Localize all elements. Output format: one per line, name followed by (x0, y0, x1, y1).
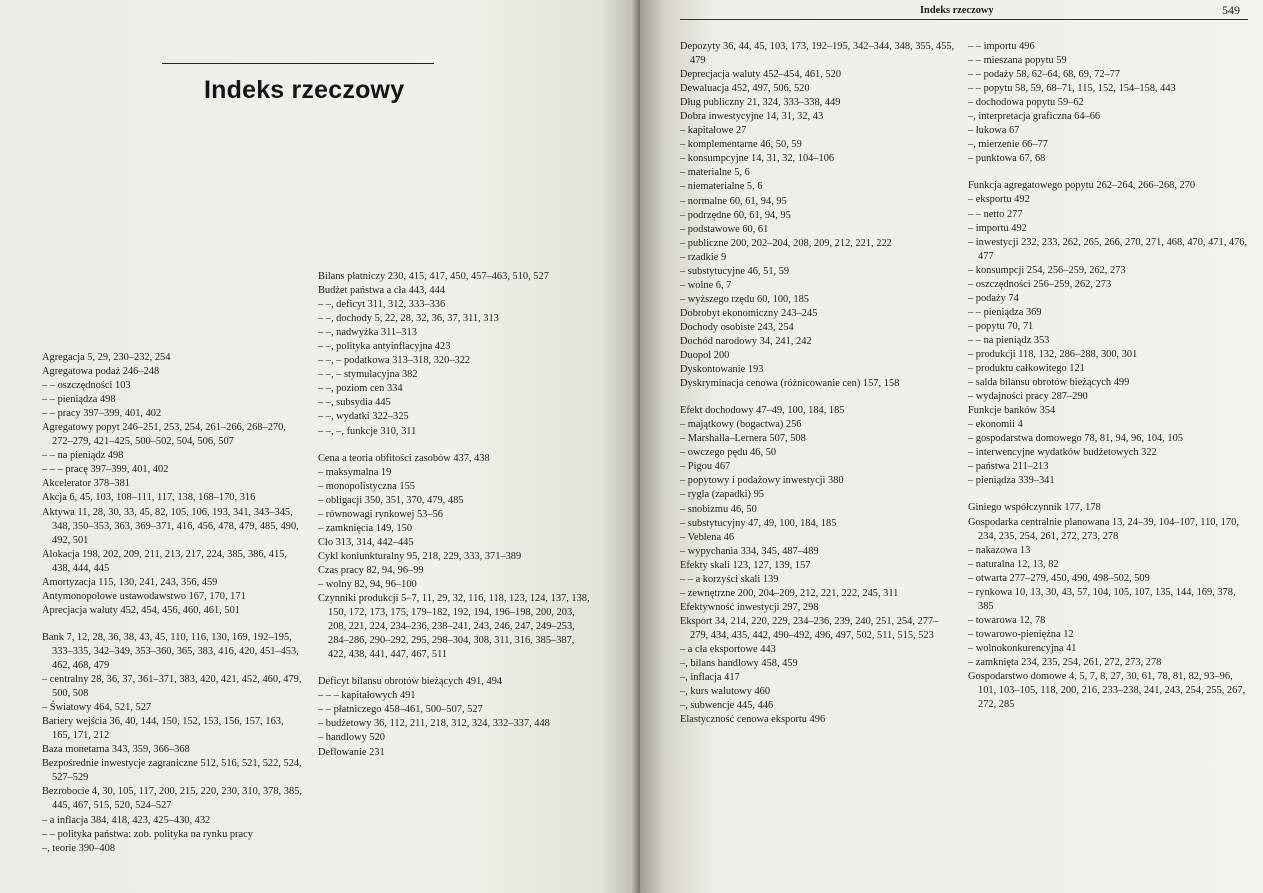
index-entry: – materialne 5, 6 (680, 167, 750, 179)
index-entry: –, mierzenie 66–77 (968, 139, 1048, 151)
index-entry: Efektywność inwestycji 297, 298 (680, 601, 819, 613)
index-entry: Cykl koniunkturalny 95, 218, 229, 333, 371–389 (318, 550, 522, 562)
index-entry: – wyższego rzędu 60, 100, 185 (680, 293, 809, 305)
index-entry: – maksymalna 19 (318, 466, 392, 478)
index-entry: – normalne 60, 61, 94, 95 (680, 195, 787, 207)
index-entry: Eksport 34, 214, 220, 229, 234–236, 239, 240, 251, 254, 277–279, 434, 435, 442, 490–492, 496, 497, 502, 511, 515, 523 (680, 615, 939, 641)
index-entry: – pieniądza 339–341 (968, 475, 1055, 487)
index-entry: – – pracy 397–399, 401, 402 (42, 408, 162, 420)
right-column-1 (680, 40, 956, 727)
right-column-2 (968, 40, 1248, 712)
index-entry: Funkcja agregatowego popytu 262–264, 266–268, 270 (968, 180, 1196, 192)
index-entry: – –, –, funkcje 310, 311 (318, 425, 417, 437)
left-column-1 (42, 351, 304, 856)
index-entry: – – podaży 58, 62–64, 68, 69, 72–77 (968, 69, 1121, 81)
index-entry: Bariery wejścia 36, 40, 144, 150, 152, 153, 156, 157, 163, 165, 171, 212 (42, 716, 284, 742)
index-entry: – łukowa 67 (968, 125, 1020, 137)
index-entry: – produktu całkowitego 121 (968, 363, 1085, 375)
index-entry: Giniego współczynnik 177, 178 (968, 502, 1101, 514)
index-entry: Elastyczność cenowa eksportu 496 (680, 714, 826, 726)
index-entry: – Światowy 464, 521, 527 (42, 702, 152, 714)
index-entry: – towarowo-pieniężna 12 (968, 628, 1074, 640)
index-entry: – niematerialne 5, 6 (680, 181, 763, 193)
index-entry: Dewaluacja 452, 497, 506, 520 (680, 83, 810, 95)
index-entry: – eksportu 492 (968, 194, 1030, 206)
index-entry: Dochód narodowy 34, 241, 242 (680, 335, 812, 347)
index-entry: Bezpośrednie inwestycje zagraniczne 512, 516, 521, 522, 524, 527–529 (42, 758, 302, 784)
index-entry: – rygla (zapadki) 95 (680, 489, 764, 501)
index-entry: – zamknięta 234, 235, 254, 261, 272, 273, 278 (968, 656, 1162, 668)
index-entry: – – płatniczego 458–461, 500–507, 527 (318, 704, 483, 716)
index-entry: – –, wydatki 322–325 (318, 411, 409, 423)
index-entry: Dyskryminacja cenowa (różnicowanie cen) 157, 158 (680, 378, 900, 390)
index-entry: Akcelerator 378–381 (42, 478, 131, 490)
index-entry: – –, nadwyżka 311–313 (318, 327, 417, 339)
index-entry: Czas pracy 82, 94, 96–99 (318, 564, 424, 576)
index-entry: – majątkowy (bogactwa) 256 (680, 419, 802, 431)
index-entry: Aktywa 11, 28, 30, 33, 45, 82, 105, 106, 193, 341, 343–345, 348, 350–353, 363, 369–371, 416, 456, 478, 479, 485, 490, 492, 501 (42, 506, 299, 546)
index-entry: – budżetowy 36, 112, 211, 218, 312, 324, 332–337, 448 (318, 718, 550, 730)
index-entry: – wolnokonkurencyjna 41 (968, 642, 1077, 654)
index-entry: – towarowa 12, 78 (968, 614, 1046, 626)
index-entry: – substytucyjny 47, 49, 100, 184, 185 (680, 517, 837, 529)
index-entry: Aprecjacja waluty 452, 454, 456, 460, 461, 501 (42, 604, 240, 616)
index-entry: – komplementarne 46, 50, 59 (680, 139, 802, 151)
index-entry: Duopol 200 (680, 350, 730, 362)
index-entry: – inwestycji 232, 233, 262, 265, 266, 270, 271, 468, 470, 471, 476, 477 (968, 236, 1248, 262)
index-entry: – – pieniądza 369 (968, 306, 1042, 318)
index-entry: – zewnętrzne 200, 204–209, 212, 221, 222, 245, 311 (680, 587, 899, 599)
index-entry: Cło 313, 314, 442–445 (318, 536, 414, 548)
index-entry: Cena a teoria obfitości zasobów 437, 438 (318, 452, 490, 464)
index-entry: – naturalna 12, 13, 82 (968, 558, 1059, 570)
page-number: 549 (1222, 3, 1240, 17)
index-entry: – zamknięcia 149, 150 (318, 522, 413, 534)
index-entry: – handlowy 520 (318, 732, 385, 744)
index-entry: – popytowy i podażowy inwestycji 380 (680, 475, 844, 487)
index-entry: – – a korzyści skali 139 (680, 573, 779, 585)
index-entry: – popytu 70, 71 (968, 320, 1034, 332)
index-entry: – –, poziom cen 334 (318, 383, 403, 395)
index-entry: – – netto 277 (968, 208, 1023, 220)
index-entry: – podaży 74 (968, 292, 1019, 304)
index-entry: – – na pieniądz 498 (42, 450, 124, 462)
index-entry: – importu 492 (968, 222, 1027, 234)
index-entry: – – – kapitałowych 491 (318, 690, 416, 702)
index-entry: – –, subsydia 445 (318, 397, 391, 409)
index-entry: Efekt dochodowy 47–49, 100, 184, 185 (680, 405, 845, 417)
index-entry: Dług publiczny 21, 324, 333–338, 449 (680, 97, 841, 109)
index-entry: – substytucyjne 46, 51, 59 (680, 265, 790, 277)
index-entry: Agregacja 5, 29, 230–232, 254 (42, 352, 171, 363)
index-entry: – –, – stymulacyjna 382 (318, 369, 418, 381)
index-entry: Budżet państwa a cła 443, 444 (318, 285, 445, 297)
index-entry: – – polityka państwa: zob. polityka na rynku pracy (42, 828, 253, 840)
index-entry: – – – pracę 397–399, 401, 402 (42, 464, 169, 476)
index-entry: – gospodarstwa domowego 78, 81, 94, 96, 104, 105 (968, 433, 1184, 445)
section-gap (968, 166, 1248, 179)
index-entry: Alokacja 198, 202, 209, 211, 213, 217, 224, 385, 386, 415, 438, 444, 445 (42, 548, 287, 574)
index-entry: –, interpretacja graficzna 64–66 (968, 111, 1101, 123)
index-entry: – punktowa 67, 68 (968, 153, 1046, 165)
index-entry: – oszczędności 256–259, 262, 273 (968, 278, 1112, 290)
index-entry: – –, deficyt 311, 312, 333–336 (318, 299, 446, 311)
index-entry: Gospodarstwo domowe 4, 5, 7, 8, 27, 30, 61, 78, 81, 82, 93–96, 101, 103–105, 118, 200, 216, 233–238, 241, 243, 254, 255, 267, 272, 285 (968, 671, 1246, 711)
index-entry: Antymonopolowe ustawodawstwo 167, 170, 171 (42, 590, 246, 602)
index-entry: – ekonomii 4 (968, 419, 1023, 431)
index-entry: – centralny 28, 36, 37, 361–371, 383, 420, 421, 452, 460, 479, 500, 508 (42, 674, 302, 700)
index-entry: Depozyty 36, 44, 45, 103, 173, 192–195, 342–344, 348, 355, 455, 479 (680, 41, 955, 67)
index-entry: Funkcje banków 354 (968, 405, 1056, 417)
index-entry: –, inflacja 417 (680, 672, 740, 684)
index-entry: Deficyt bilansu obrotów bieżących 491, 494 (318, 676, 503, 688)
index-entry: Dochody osobiste 243, 254 (680, 321, 794, 333)
running-head-title: Indeks rzeczowy (920, 5, 994, 16)
index-entry: – owczego pędu 46, 50 (680, 447, 777, 459)
index-entry: – –, dochody 5, 22, 28, 32, 36, 37, 311, 313 (318, 313, 499, 325)
section-gap (42, 618, 304, 631)
index-entry: – kapitałowe 27 (680, 125, 747, 137)
index-entry: – snobizmu 46, 50 (680, 503, 757, 515)
index-entry: – – popytu 58, 59, 68–71, 115, 152, 154–158, 443 (968, 83, 1176, 95)
index-entry: – podrzędne 60, 61, 94, 95 (680, 209, 791, 221)
index-entry: – podstawowe 60, 61 (680, 223, 769, 235)
index-entry: – produkcji 118, 132, 286–288, 300, 301 (968, 348, 1138, 360)
index-entry: Bezrobocie 4, 30, 105, 117, 200, 215, 220, 230, 310, 378, 385, 445, 467, 515, 520, 524–527 (42, 786, 302, 812)
index-entry: Baza monetarna 343, 359, 366–368 (42, 744, 190, 756)
index-entry: – otwarta 277–279, 450, 490, 498–502, 509 (968, 572, 1150, 584)
index-entry: –, teorie 390–408 (42, 842, 116, 854)
index-entry: – Pigou 467 (680, 461, 731, 473)
running-header (680, 5, 1248, 20)
index-entry: Deprecjacja waluty 452–454, 461, 520 (680, 69, 842, 81)
index-entry: – monopolistyczna 155 (318, 480, 415, 492)
index-entry: – obligacji 350, 351, 370, 479, 485 (318, 494, 464, 506)
index-entry: – Marshalla–Lernera 507, 508 (680, 433, 806, 445)
index-entry: Czynniki produkcji 5–7, 11, 29, 32, 116, 118, 123, 124, 137, 138, 150, 172, 173, 175, 179–182, 192, 194, 196–198, 200, 203, 208, 221, 224, 234–236, 238–241, 243, 246, 247, 249–253, 284–286, 290–292, 295, 298–304, 308, 311, 316, 385–387, 422, 438, 441, 447, 467, 511 (318, 593, 590, 661)
index-entry: Deflowanie 231 (318, 746, 385, 758)
index-entry: Bilans płatniczy 230, 415, 417, 450, 457–463, 510, 527 (318, 271, 549, 282)
index-entry: Agregatowy popyt 246–251, 253, 254, 261–266, 268–270, 272–279, 421–425, 500–502, 504, 506, 507 (42, 422, 286, 448)
index-entry: – a inflacja 384, 418, 423, 425–430, 432 (42, 814, 211, 826)
left-column-2 (318, 270, 592, 760)
index-entry: – wypychania 334, 345, 487–489 (680, 545, 819, 557)
title-rule (162, 63, 434, 64)
index-entry: – Veblena 46 (680, 531, 735, 543)
index-entry: – interwencyjne wydatków budżetowych 322 (968, 447, 1157, 459)
index-entry: Dyskontowanie 193 (680, 364, 764, 376)
index-entry: – – importu 496 (968, 41, 1035, 52)
index-entry: – – pieniądza 498 (42, 394, 116, 406)
section-gap (680, 391, 956, 404)
index-entry: – rzadkie 9 (680, 251, 727, 263)
index-entry: Dobra inwestycyjne 14, 31, 32, 43 (680, 111, 824, 123)
index-title: Indeks rzeczowy (204, 76, 405, 104)
index-entry: – rynkowa 10, 13, 30, 43, 57, 104, 105, 107, 135, 144, 169, 378, 385 (968, 586, 1236, 612)
index-entry: – wydajności pracy 287–290 (968, 391, 1088, 403)
index-entry: –, bilans handlowy 458, 459 (680, 658, 798, 670)
section-gap (318, 439, 592, 452)
index-entry: Dobrobyt ekonomiczny 243–245 (680, 307, 818, 319)
index-entry: – – mieszana popytu 59 (968, 55, 1067, 67)
index-entry: – równowagi rynkowej 53–56 (318, 508, 443, 520)
index-entry: –, subwencje 445, 446 (680, 700, 774, 712)
index-entry: – wolny 82, 94, 96–100 (318, 578, 417, 590)
index-entry: – nakazowa 13 (968, 544, 1031, 556)
index-entry: – wolne 6, 7 (680, 279, 732, 291)
index-entry: Akcja 6, 45, 103, 108–111, 117, 138, 168–170, 316 (42, 492, 256, 504)
index-entry: – –, – podatkowa 313–318, 320–322 (318, 355, 471, 367)
index-entry: – –, polityka antyinflacyjna 423 (318, 341, 451, 353)
index-entry: – a cła eksportowe 443 (680, 643, 776, 655)
index-entry: – dochodowa popytu 59–62 (968, 97, 1084, 109)
section-gap (968, 488, 1248, 501)
index-entry: – salda bilansu obrotów bieżących 499 (968, 377, 1130, 389)
index-entry: Agregatowa podaż 246–248 (42, 366, 160, 378)
index-entry: – konsumpcyjne 14, 31, 32, 104–106 (680, 153, 835, 165)
index-entry: – – oszczędności 103 (42, 380, 131, 392)
index-entry: Efekty skali 123, 127, 139, 157 (680, 559, 811, 571)
section-gap (318, 662, 592, 675)
index-entry: – państwa 211–213 (968, 461, 1049, 473)
index-entry: Bank 7, 12, 28, 36, 38, 43, 45, 110, 116, 130, 169, 192–195, 333–335, 342–349, 353–360, 365, 383, 416, 420, 451–453, 462, 468, 479 (42, 631, 299, 671)
index-entry: – publiczne 200, 202–204, 208, 209, 212, 221, 222 (680, 237, 892, 249)
index-entry: Gospodarka centralnie planowana 13, 24–39, 104–107, 110, 170, 234, 235, 254, 261, 272, 273, 278 (968, 516, 1239, 542)
index-entry: –, kurs walutowy 460 (680, 686, 771, 698)
index-entry: – konsumpcji 254, 256–259, 262, 273 (968, 264, 1126, 276)
index-entry: Amortyzacja 115, 130, 241, 243, 356, 459 (42, 576, 218, 588)
index-entry: – – na pieniądz 353 (968, 334, 1050, 346)
